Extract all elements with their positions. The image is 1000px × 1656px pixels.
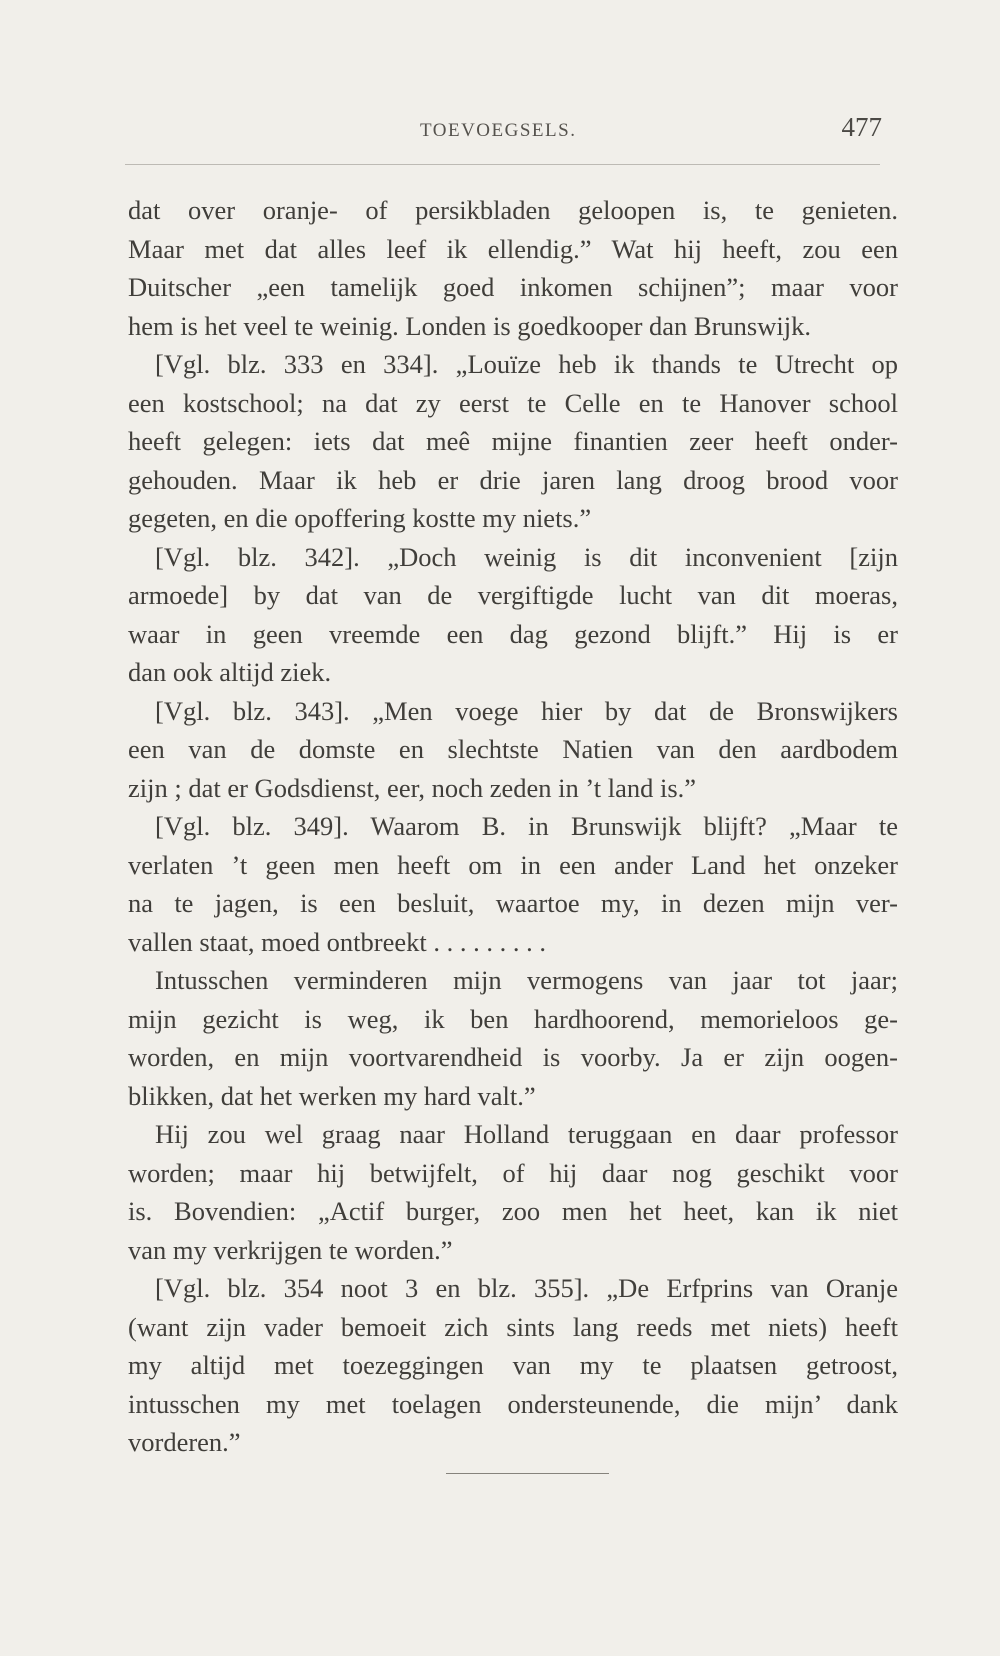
text-line: gegeten, en die opoffering kostte my niets.” bbox=[128, 503, 592, 533]
text-line: my altijd met toezeggingen van my te plaatsen getroost, bbox=[128, 1350, 898, 1380]
text-line: Intusschen verminderen mijn vermogens van jaar tot jaar; bbox=[155, 965, 898, 995]
text-line: mijn gezicht is weg, ik ben hardhoorend, memorieloos ge- bbox=[128, 1003, 898, 1034]
text-line: gehouden. Maar ik heb er drie jaren lang droog brood voor bbox=[128, 464, 898, 495]
text-line: [Vgl. blz. 342]. „Doch weinig is dit inconvenient [zijn bbox=[155, 541, 898, 572]
running-title: TOEVOEGSELS. bbox=[420, 120, 577, 141]
text-line: na te jagen, is een besluit, waartoe my, in dezen mijn ver- bbox=[128, 888, 898, 918]
text-line: worden; maar hij betwijfelt, of hij daar nog geschikt voor bbox=[128, 1157, 898, 1188]
text-line: dan ook altijd ziek. bbox=[128, 657, 332, 687]
text-line: Duitscher „een tamelijk goed inkomen schijnen”; maar voor bbox=[128, 272, 898, 302]
text-line: is. Bovendien: „Actif burger, zoo men het heet, kan ik niet bbox=[128, 1196, 898, 1226]
text-line: Maar met dat alles leef ik ellendig.” Wat hij heeft, zou een bbox=[128, 233, 898, 264]
text-line: van my verkrijgen te worden.” bbox=[128, 1234, 453, 1265]
text-line: armoede] by dat van de vergiftigde lucht van dit moeras, bbox=[128, 580, 898, 610]
text-line: [Vgl. blz. 354 noot 3 en blz. 355]. „De Erfprins van Oranje bbox=[155, 1273, 898, 1303]
page-number: 477 bbox=[841, 112, 882, 142]
text-line: verlaten ’t geen men heeft om in een ander Land het onzeker bbox=[128, 849, 898, 880]
text-line: [Vgl. blz. 349]. Waarom B. in Brunswijk blijft? „Maar te bbox=[155, 811, 898, 841]
text-line: een van de domste en slechtste Natien van den aardbodem bbox=[128, 734, 898, 764]
text-line: waar in geen vreemde een dag gezond blijft.” Hij is er bbox=[128, 618, 898, 649]
page-header bbox=[122, 112, 882, 152]
text-line: [Vgl. blz. 343]. „Men voege hier by dat de Bronswijkers bbox=[155, 695, 898, 726]
text-line: intusschen my met toelagen ondersteunende, die mijn’ dank bbox=[128, 1388, 898, 1419]
text-line: blikken, dat het werken my hard valt.” bbox=[128, 1080, 536, 1111]
text-line: dat over oranje- of persikbladen geloopen is, te genieten. bbox=[128, 195, 898, 225]
text-line: vallen staat, moed ontbreekt . . . . . . . . . bbox=[128, 926, 547, 957]
text-line: Hij zou wel graag naar Holland teruggaan en daar professor bbox=[155, 1119, 898, 1149]
body-text bbox=[128, 191, 898, 1462]
text-line: zijn ; dat er Godsdienst, eer, noch zeden in ’t land is.” bbox=[128, 772, 697, 803]
header-rule bbox=[125, 164, 880, 165]
end-rule bbox=[446, 1473, 609, 1474]
text-line: [Vgl. blz. 333 en 334]. „Louïze heb ik thands te Utrecht op bbox=[155, 349, 898, 379]
text-line: hem is het veel te weinig. Londen is goedkooper dan Brunswijk. bbox=[128, 310, 811, 341]
text-line: worden, en mijn voortvarendheid is voorby. Ja er zijn oogen- bbox=[128, 1042, 898, 1072]
text-line: (want zijn vader bemoeit zich sints lang reeds met niets) heeft bbox=[128, 1311, 898, 1342]
text-line: een kostschool; na dat zy eerst te Celle en te Hanover school bbox=[128, 387, 898, 418]
text-line: heeft gelegen: iets dat meê mijne finantien zeer heeft onder- bbox=[128, 426, 898, 456]
text-line: vorderen.” bbox=[128, 1427, 241, 1457]
